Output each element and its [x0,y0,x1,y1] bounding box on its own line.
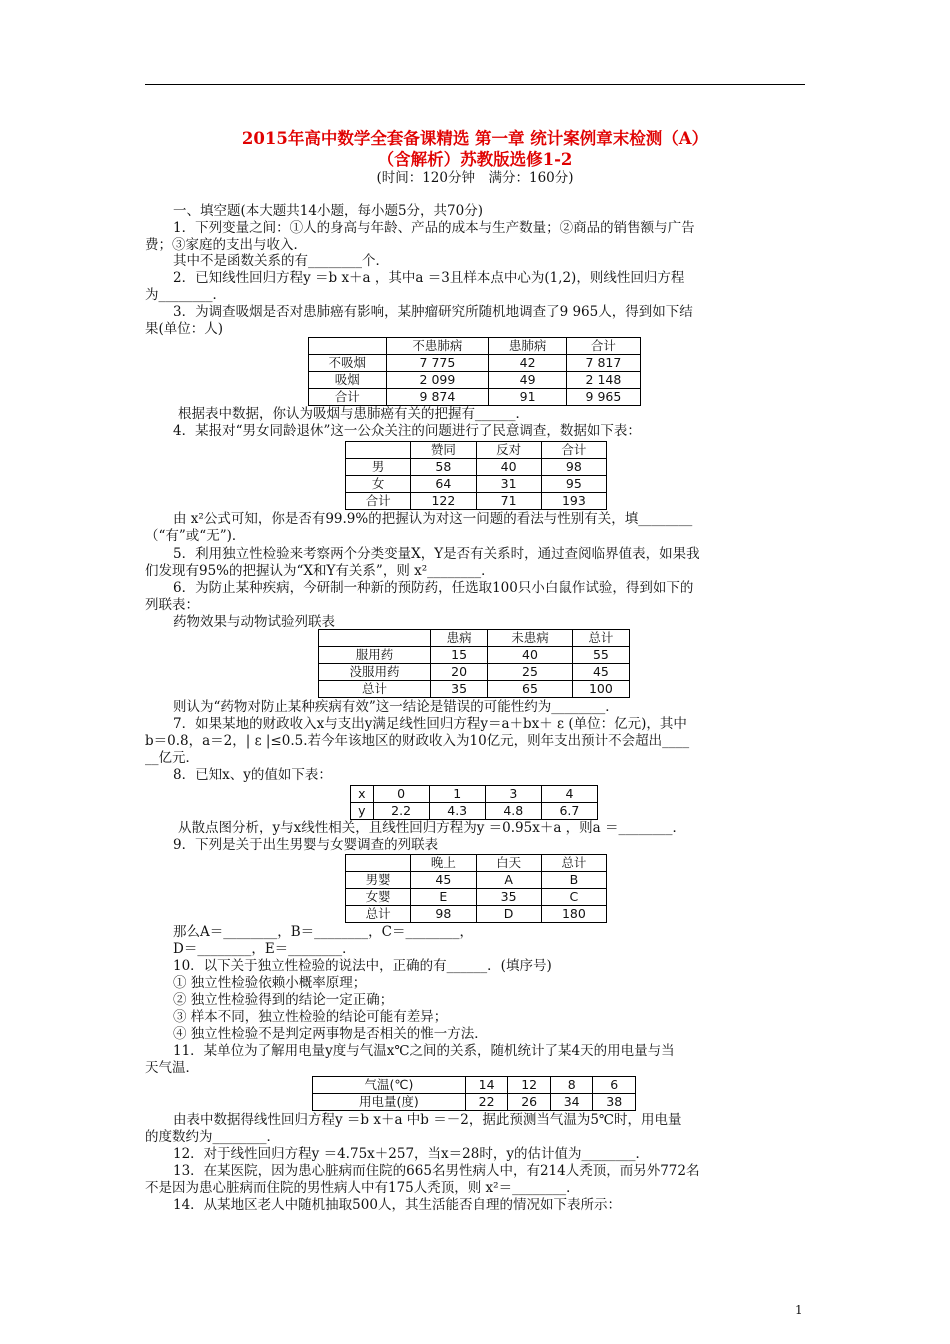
title-line-2: （含解析）苏教版选修1-2 [377,150,573,169]
table-cell: 不患肺病 [386,338,489,355]
table-cell: 9 965 [566,389,640,406]
table-cell: 女婴 [346,889,411,906]
table-cell: 22 [465,1094,508,1111]
table-row [346,872,607,889]
table-cell: 4.3 [429,803,485,820]
q10-option-3: ③ 样本不同，独立性检验的结论可能有差异； [173,1009,448,1025]
table-row [351,786,598,803]
table-cell: 1 [429,786,485,803]
table-cell: 患肺病 [489,338,567,355]
table-cell: B [541,872,606,889]
drug-effect-table [318,629,630,698]
q10-option-4: ④ 独立性检验不是判定两事物是否相关的惟一方法． [173,1026,488,1042]
q2-line-2: 为________． [145,287,226,303]
table-cell: 20 [431,664,488,681]
table-cell: 98 [541,459,606,476]
q11-line-3: 由表中数据得线性回归方程y ＝b x＋a 中b ＝－2，据此预测当气温为5℃时，用电量 [173,1112,682,1128]
q4-line-3: （“有”或“无”)． [145,528,246,544]
table-cell: 71 [476,493,541,510]
retirement-survey-table [345,441,607,510]
table-cell: 赞同 [411,442,476,459]
q11-line-1: 11．某单位为了解用电量y度与气温x℃之间的关系，随机统计了某4天的用电量与当 [173,1043,675,1059]
table-row [351,803,598,820]
table-row [309,372,641,389]
q1-line-1: 1．下列变量之间：①人的身高与年龄、产品的成本与生产数量；②商品的销售额与广告 [173,220,695,236]
q6-line-3: 则认为“药物对防止某种疾病有效”这一结论是错误的可能性约为________． [173,699,619,715]
table-row [319,664,630,681]
q1-line-2: 费；③家庭的支出与收入． [145,237,307,253]
table-row [309,338,641,355]
table-cell: 男 [346,459,411,476]
table-cell: 反对 [476,442,541,459]
q6-line-2: 列联表： [145,597,199,613]
q5-line-2: 们发现有95%的把握认为“X和Y有关系”，则 x²________． [145,563,495,579]
birth-survey-table [345,854,607,923]
table-cell: A [476,872,541,889]
q8-line-1: 8．已知x、y的值如下表： [173,767,332,783]
q6-line-1: 6．为防止某种疾病，今研制一种新的预防药，任选取100只小白鼠作试验，得到如下的 [173,580,694,596]
table-cell: 95 [541,476,606,493]
table-cell: 7 817 [566,355,640,372]
table-cell: 180 [541,906,606,923]
q9-line-1: 9．下列是关于出生男婴与女婴调查的列联表 [173,837,439,853]
table-row [346,476,607,493]
table-cell: 合计 [566,338,640,355]
q9-line-2: 那么A＝________，B＝________，C＝________， [173,924,473,940]
smoking-lung-cancer-table [308,337,641,406]
page-number: 1 [795,1303,803,1317]
q8-line-2: 从散点图分析，y与x线性相关，且线性回归方程为y ＝0.95x＋a ，则a ＝________． [178,820,687,836]
q5-line-1: 5．利用独立性检验来考察两个分类变量X，Y是否有关系时，通过查阅临界值表，如果我 [173,546,700,562]
table-cell: 4.8 [485,803,541,820]
table-cell: 不吸烟 [309,355,387,372]
table-cell: 64 [411,476,476,493]
table-cell: 总计 [572,630,629,647]
q2-line-1: 2．已知线性回归方程y ＝b x＋a ，其中a ＝3且样本点中心为(1,2)，则线性回归方程 [173,270,685,286]
table-cell: 122 [411,493,476,510]
section-heading: 一、填空题(本大题共14小题，每小题5分，共70分) [173,203,483,219]
table-row [313,1077,636,1094]
q4-line-2: 由 x²公式可知，你是否有99.9%的把握认为对这一问题的看法与性别有关，填________ [173,511,693,527]
table-cell: 38 [593,1094,636,1111]
q13-line-2: 不是因为患心脏病而住院的男性病人中有175人秃顶，则 x²＝________． [145,1180,580,1196]
q4-line-1: 4．某报对“男女同龄退休”这一公众关注的问题进行了民意调查，数据如下表： [173,423,641,439]
table-cell: 4 [541,786,597,803]
table-cell: 98 [411,906,476,923]
q14-line-1: 14．从某地区老人中随机抽取500人，其生活能否自理的情况如下表所示： [173,1197,621,1213]
q7-line-2: b＝0.8，a＝2，| ε |≤0.5.若今年该地区的财政收入为10亿元，则年支出预计不会超出____ [145,733,690,749]
table-row [346,906,607,923]
table-row [346,442,607,459]
table-cell: 193 [541,493,606,510]
table-row [309,355,641,372]
table-cell: 8 [550,1077,593,1094]
table-cell: 用电量(度) [313,1094,466,1111]
q10-option-2: ② 独立性检验得到的结论一定正确； [173,992,394,1008]
table-row [319,647,630,664]
table-row [319,630,630,647]
table-cell: 91 [489,389,567,406]
table-cell: 2 148 [566,372,640,389]
table-cell: 26 [508,1094,551,1111]
q9-line-3: D＝________，E＝________． [173,941,356,957]
q1-line-3: 其中不是函数关系的有________个． [173,253,389,269]
table-cell: 42 [489,355,567,372]
table-cell: 白天 [476,855,541,872]
table-cell: 6 [593,1077,636,1094]
q7-line-1: 7．如果某地的财政收入x与支出y满足线性回归方程y＝a＋bx＋ ε (单位：亿元)，其中 [173,716,687,732]
table-cell: 2.2 [373,803,429,820]
table-row [309,389,641,406]
table-row [346,493,607,510]
table-cell: 40 [476,459,541,476]
table-cell: 31 [476,476,541,493]
table-cell: 吸烟 [309,372,387,389]
title-line-1: 2015年高中数学全套备课精选 第一章 统计案例章末检测（A） [241,129,709,148]
time-score-line: (时间：120分钟 满分：160分) [376,170,574,186]
table-cell: 40 [488,647,573,664]
q3-line-2: 果(单位：人) [145,321,224,337]
table-cell: 患病 [431,630,488,647]
temperature-power-table [312,1076,636,1111]
table-cell: 15 [431,647,488,664]
q3-line-3: 根据表中数据，你认为吸烟与患肺癌有关的把握有______． [178,406,529,422]
table-cell: 3 [485,786,541,803]
table-cell: 女 [346,476,411,493]
q12-line: 12．对于线性回归方程y ＝4.75x＋257，当x＝28时，y的估计值为________． [173,1146,649,1162]
table-cell: 7 775 [386,355,489,372]
table-cell [319,630,431,647]
table-cell: 14 [465,1077,508,1094]
table-cell: 没服用药 [319,664,431,681]
table-cell: 气温(℃) [313,1077,466,1094]
table-row [346,889,607,906]
q13-line-1: 13．在某医院，因为患心脏病而住院的665名男性病人中，有214人秃顶，而另外772名 [173,1163,700,1179]
table-cell: 25 [488,664,573,681]
table-cell: 合计 [541,442,606,459]
table-cell: 9 874 [386,389,489,406]
table-cell: 未患病 [488,630,573,647]
table-cell: 总计 [346,906,411,923]
table-cell: 65 [488,681,573,698]
q3-line-1: 3．为调查吸烟是否对患肺癌有影响，某肿瘤研究所随机地调查了9 965人，得到如下结 [173,304,693,320]
table-cell: E [411,889,476,906]
table-cell: 总计 [541,855,606,872]
table-cell: 49 [489,372,567,389]
table-cell: 12 [508,1077,551,1094]
header-rule [145,84,805,85]
table-cell [346,855,411,872]
xy-values-table [350,785,598,820]
table-cell: 服用药 [319,647,431,664]
table-cell: 6.7 [541,803,597,820]
table-cell [309,338,387,355]
table-row [346,459,607,476]
q10-line-1: 10．以下关于独立性检验的说法中，正确的有______．(填序号) [173,958,552,974]
table-cell: 34 [550,1094,593,1111]
q7-line-3: __亿元． [145,750,199,766]
table-cell: x [351,786,374,803]
table-cell: 100 [572,681,629,698]
table-cell: 2 099 [386,372,489,389]
table-cell: 0 [373,786,429,803]
table-cell: 晚上 [411,855,476,872]
q10-option-1: ① 独立性检验依赖小概率原理； [173,975,367,991]
q11-line-2: 天气温． [145,1060,199,1076]
table-row [319,681,630,698]
table-cell: 合计 [346,493,411,510]
table-cell: 55 [572,647,629,664]
table-row [313,1094,636,1111]
table-cell: 35 [476,889,541,906]
table-cell: 58 [411,459,476,476]
q11-line-4: 的度数约为________． [145,1129,280,1145]
q6-table-caption: 药物效果与动物试验列联表 [173,614,335,630]
table-row [346,855,607,872]
table-cell: 45 [572,664,629,681]
table-cell: y [351,803,374,820]
table-cell: 35 [431,681,488,698]
table-cell: 总计 [319,681,431,698]
table-cell: 男婴 [346,872,411,889]
table-cell [346,442,411,459]
table-cell: 合计 [309,389,387,406]
table-cell: 45 [411,872,476,889]
table-cell: C [541,889,606,906]
table-cell: D [476,906,541,923]
